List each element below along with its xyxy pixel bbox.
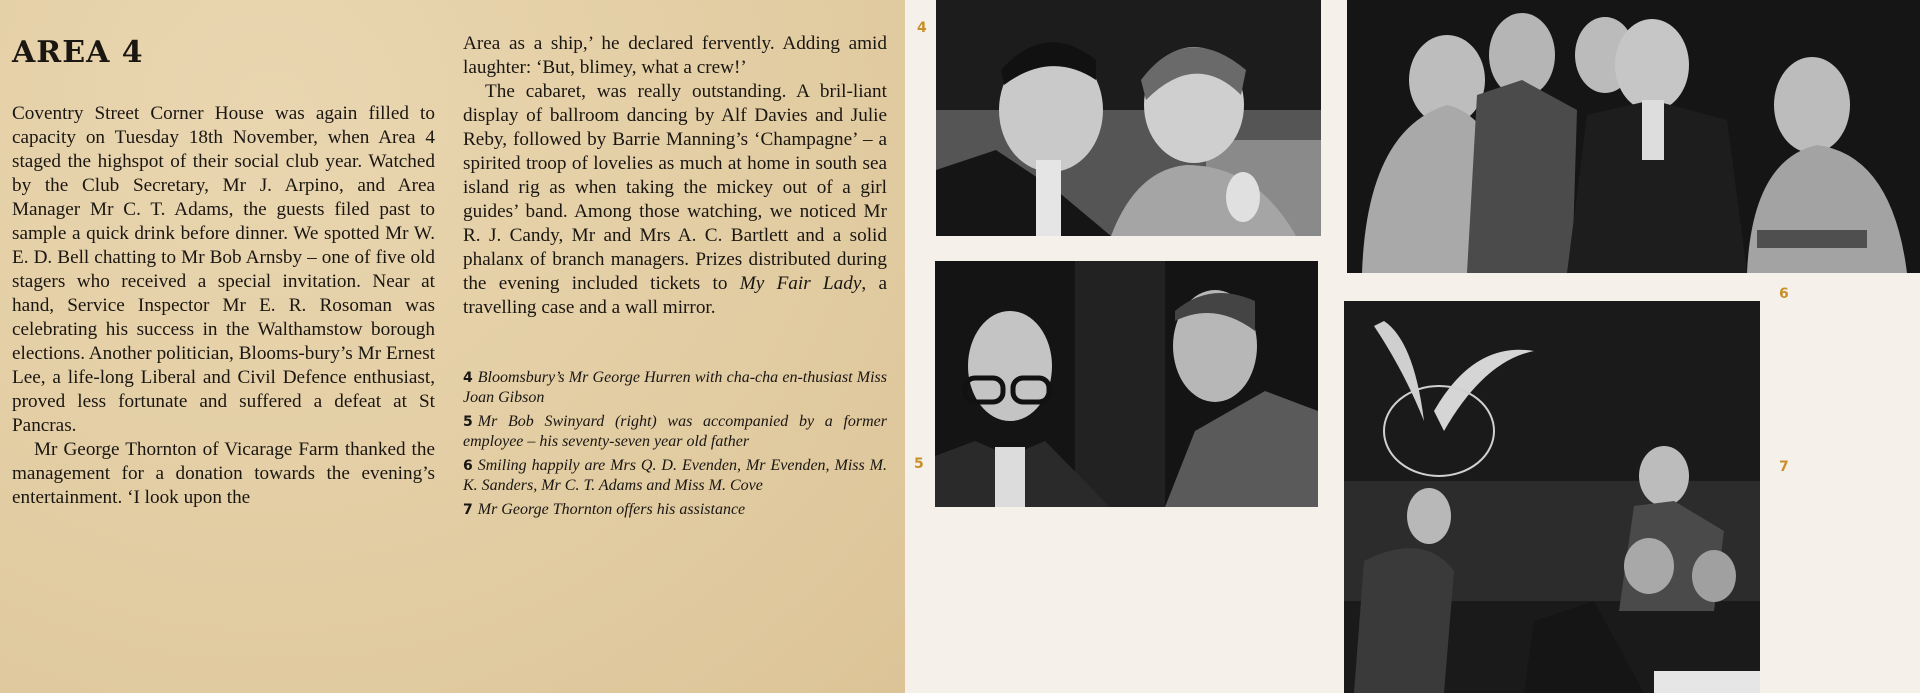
paragraph: Mr George Thornton of Vicarage Farm thanked the management for a donation towards the evening’s entertainment. ‘I look upon the (12, 439, 435, 508)
photo-captions (463, 368, 887, 524)
photo-4-image (936, 0, 1321, 236)
show-title: My Fair Lady (739, 273, 862, 294)
caption-7 (463, 500, 887, 520)
photo-5-image (935, 261, 1318, 507)
caption-text: Smiling happily are Mrs Q. D. Evenden, Mr Evenden, Miss M. K. Sanders, Mr C. T. Adams and Miss M. Cove (463, 457, 887, 494)
caption-4 (463, 368, 887, 408)
article-heading: AREA 4 (12, 35, 144, 70)
photo-5 (935, 261, 1318, 507)
caption-number: 6 (463, 458, 473, 474)
caption-number: 4 (463, 370, 473, 386)
photo-number-5: 5 (914, 456, 924, 472)
photo-number-7: 7 (1779, 459, 1789, 475)
paragraph: Coventry Street Corner House was again filled to capacity on Tuesday 18th November, when Area 4 staged the highspot of their social club year. Watched by the Club Secretary, Mr J. Arpino, and Area Manager Mr C. T. Adams, the guests filed past to sample a quick drink before dinner. We spotted Mr W. E. D. Bell chatting to Mr Bob Arnsby – one of five old stagers who received a special invitation. Near at hand, Service Inspector Mr E. R. Rosoman was celebrating his success in the Walthamstow borough elections. Another politician, Blooms-bury’s Mr Ernest Lee, a life-long Liberal and Civil Defence enthusiast, proved less fortunate and suffered a defeat at St Pancras. (12, 103, 435, 436)
photo-6 (1347, 0, 1920, 273)
paragraph: Area as a ship,’ he declared fervently. Adding amid laughter: ‘But, blimey, what a crew!’ (463, 33, 887, 78)
photo-7-image (1344, 301, 1760, 693)
article-column-1 (12, 102, 435, 510)
caption-5 (463, 412, 887, 452)
article-page (0, 0, 905, 693)
caption-text: Mr Bob Swinyard (right) was accompanied by a former employee – his seventy-seven year old father (463, 413, 887, 450)
photo-number-6: 6 (1779, 286, 1789, 302)
caption-6 (463, 456, 887, 496)
caption-number: 7 (463, 502, 473, 518)
paragraph-text: The cabaret, was really outstanding. A bril-liant display of ballroom dancing by Alf Davies and Julie Reby, followed by Barrie Manning’s ‘Champagne’ – a spirited troop of lovelies as much at home in south sea island rig as when taking the mickey out of a girl guides’ band. Among those watching, we noticed Mr R. J. Candy, Mr and Mrs A. C. Bartlett and a solid phalanx of branch managers. Prizes distributed during the evening included tickets to (463, 81, 887, 294)
photo-7 (1344, 301, 1760, 693)
paragraph (463, 80, 887, 320)
photo-4 (936, 0, 1321, 236)
paragraph-text: , a travelling case and a wall mirror. (463, 273, 887, 318)
caption-text: Bloomsbury’s Mr George Hurren with cha-cha en-thusiast Miss Joan Gibson (463, 369, 887, 406)
photo-6-image (1347, 0, 1920, 273)
caption-text: Mr George Thornton offers his assistance (477, 501, 746, 518)
article-column-2 (463, 32, 887, 320)
photo-number-4: 4 (917, 20, 927, 36)
caption-number: 5 (463, 414, 473, 430)
